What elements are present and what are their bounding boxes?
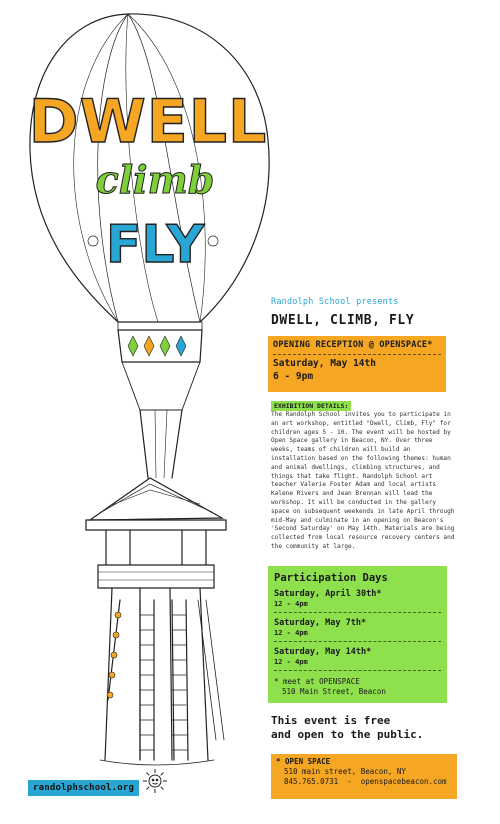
free-line1: This event is free bbox=[271, 714, 391, 727]
openspace-contact: 845.765.0731 - openspacebeacon.com bbox=[284, 777, 447, 786]
meeting-note-line1: * meet at OPENSPACE bbox=[274, 677, 360, 686]
openspace-info-box bbox=[271, 754, 457, 799]
participation-divider bbox=[274, 612, 441, 613]
exhibition-body: The Randolph School invites you to participate in an art workshop, entitled "Dwell, Climb, Fly" for children ages 5 - 10. The event will be hosted by Open Space gallery in Beacon, NY. Over three weeks, teams of children will build an installation based on the following themes: human and animal dwellings, climbing structures, and things that take flight. Randolph School art teacher Valerie Foster Adam and local artists Kalene Rivers and Jean Brennan will lead the workshop. It will be conducted in the gallery space on subsequent weekends in late April through mid-May and culminate in an opening on Beacon's 'Second Saturday' on May 14th. Materials are being collected from local resource recovery centers and the community at large. bbox=[271, 411, 455, 550]
participation-day-time: 12 - 4pm bbox=[274, 629, 308, 637]
reception-heading: OPENING RECEPTION @ OPENSPACE* bbox=[273, 340, 433, 350]
free-event-notice bbox=[271, 714, 423, 742]
participation-day bbox=[274, 589, 441, 613]
reception-date: Saturday, May 14th bbox=[273, 358, 376, 369]
randolph-school-url[interactable]: randolphschool.org bbox=[28, 780, 139, 796]
participation-day bbox=[274, 647, 441, 671]
meeting-note-line2: 510 Main Street, Beacon bbox=[282, 686, 386, 696]
participation-heading: Participation Days bbox=[274, 572, 388, 584]
meeting-note bbox=[274, 677, 441, 696]
openspace-name: * OPEN SPACE bbox=[276, 757, 331, 766]
reception-time: 6 - 9pm bbox=[273, 371, 314, 382]
presents-line: Randolph School presents bbox=[271, 297, 399, 307]
participation-divider bbox=[274, 670, 441, 671]
participation-divider bbox=[274, 641, 441, 642]
fly-word: FLY bbox=[105, 215, 205, 275]
participation-box bbox=[268, 566, 447, 703]
participation-day-label: Saturday, April 30th* bbox=[274, 589, 382, 599]
sun-logo-icon bbox=[142, 768, 168, 794]
event-title: DWELL, CLIMB, FLY bbox=[271, 313, 415, 328]
openspace-address: 510 main street, Beacon, NY bbox=[284, 767, 406, 776]
participation-day bbox=[274, 618, 441, 642]
free-line2: and open to the public. bbox=[271, 728, 424, 741]
reception-divider bbox=[273, 354, 441, 355]
participation-day-label: Saturday, May 14th* bbox=[274, 647, 372, 657]
participation-day-time: 12 - 4pm bbox=[274, 658, 308, 666]
exhibition-label: EXHIBITION DETAILS: bbox=[271, 401, 351, 411]
climb-word: climb bbox=[95, 157, 215, 202]
participation-day-time: 12 - 4pm bbox=[274, 600, 308, 608]
opening-reception-box bbox=[268, 336, 446, 392]
dwell-word: DWELL bbox=[28, 87, 268, 157]
participation-day-label: Saturday, May 7th* bbox=[274, 618, 367, 628]
